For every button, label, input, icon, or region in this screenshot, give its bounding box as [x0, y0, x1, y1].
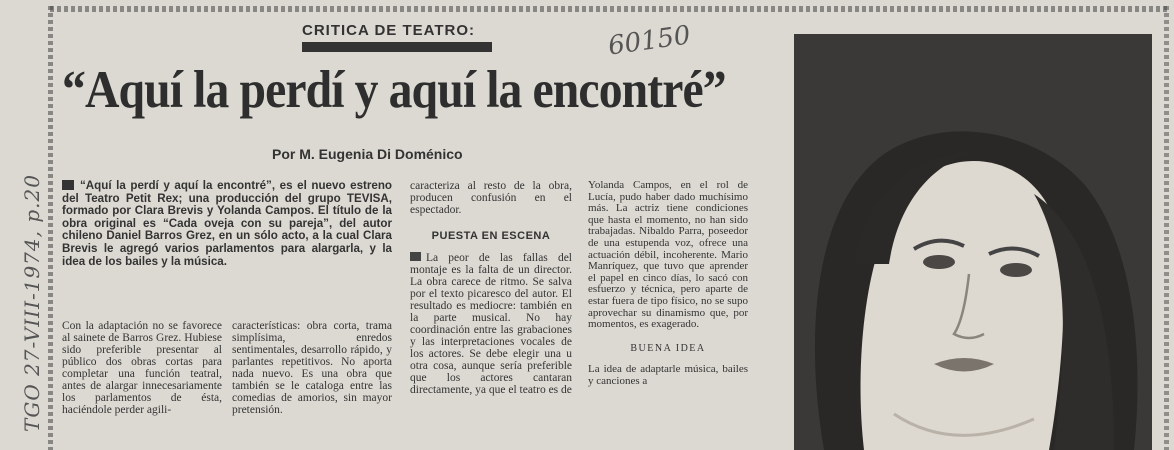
- left-dashed-border: [48, 6, 53, 450]
- column-1: Con la adaptación no se favorece al sainete de Barros Grez. Hubiese sido preferible presentar al público dos obras cortas para completar una función teatral, antes de alargar innecesariamente los parlamentos de ésta, haciéndole perder agili-: [62, 320, 222, 416]
- column-4: [588, 180, 748, 450]
- column-3-intro: caracteriza al resto de la obra, producen confusión en el espectador.: [410, 180, 572, 216]
- column-3-body: La peor de las fallas del montaje es la falta de un director. La obra carece de ritmo. Se salva por el texto picaresco del autor. El resultado es mediocre: también en la parte musical. No hay coordinación entre las grabaciones y las interpretaciones vocales de los actores. Se debe elegir una u otra cosa, aunque sería preferible que los actores cantaran directamente, ya que el teatro es de: [410, 252, 572, 396]
- lead-text: “Aquí la perdí y aquí la encontré”, es el nuevo estreno del Teatro Petit Rex; una producción del grupo TEVISA, formado por Clara Brevis y Yolanda Campos. El título de la obra original es “Cada oveja con su pareja”, del autor chileno Daniel Barros Grez, en un sólo acto, a la cual Clara Brevis le agregó varios parlamentos para alargarla, y la idea de los bailes y la música.: [62, 180, 392, 268]
- lead-paragraph: [62, 180, 392, 310]
- byline: Por M. Eugenia Di Doménico: [272, 146, 463, 162]
- column-4-body: La idea de adaptarle música, bailes y canciones a: [588, 363, 748, 387]
- subhead-buena-idea: BUENA IDEA: [630, 342, 706, 354]
- column-4-intro: Yolanda Campos, en el rol de Lucía, pudo haber dado muchísimo más. La actriz tiene condiciones que hasta el momento, no han sido trabajadas. Nibaldo Parra, poseedor de una estupenda voz, ofrece una actuación débil, incoherente. Mario Manríquez, que tuvo que aprender el papel en cinco días, lo sacó con esfuerzo y técnica, pero aparte de estar fuera de tipo físico, no se supo aprovechar su dinamismo que, por momentos, es exagerado.: [588, 180, 748, 331]
- section-underline: [302, 42, 492, 52]
- bullet-square-icon: [62, 180, 74, 190]
- portrait-photo: [794, 34, 1152, 450]
- column-2: características: obra corta, trama simplísima, enredos sentimentales, desarrollo rápido, y parlantes repetitivos. No aporta nada nuevo. Es una obra que también se le cataloga entre las comedias de amorios, sin mayor pretensión.: [232, 320, 392, 416]
- handwritten-side-note: TGO 27-VIII-1974, p.20: [20, 174, 44, 432]
- column-3-body-wrap: [410, 252, 572, 396]
- bullet-square-icon: [410, 252, 421, 261]
- article-title: “Aquí la perdí y aquí la encontré”: [62, 61, 726, 119]
- woman-portrait-image: [794, 34, 1152, 450]
- top-dashed-border: [50, 6, 1168, 12]
- handwritten-number: 60150: [606, 20, 693, 62]
- right-dashed-border: [1164, 6, 1169, 450]
- column-3: [410, 180, 572, 450]
- section-label: CRITICA DE TEATRO:: [302, 22, 475, 39]
- subhead-puesta-en-escena: PUESTA EN ESCENA: [431, 230, 551, 242]
